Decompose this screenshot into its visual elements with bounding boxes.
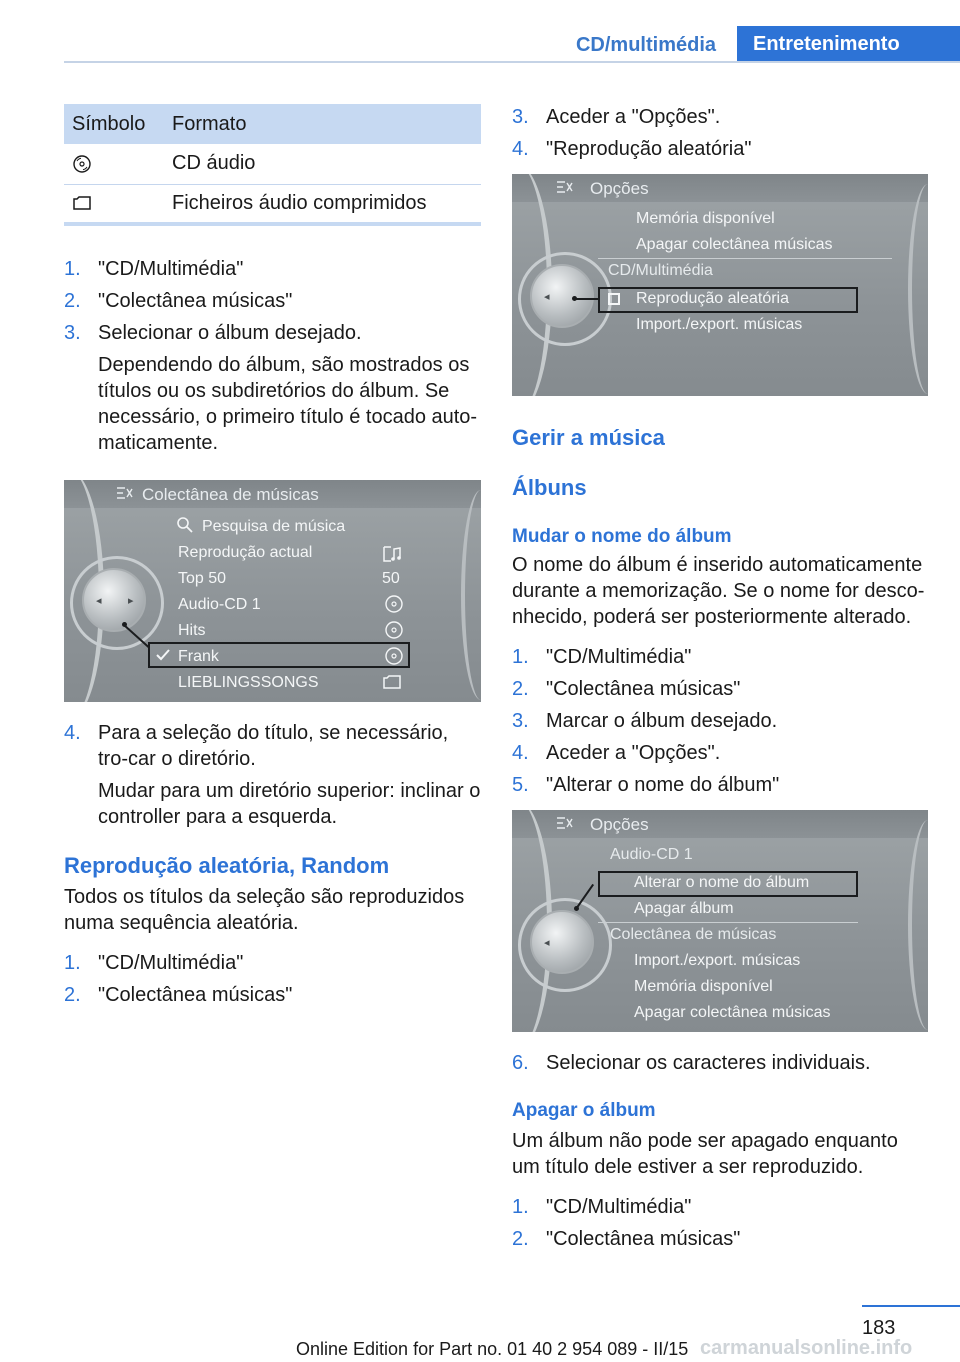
cd-icon bbox=[384, 594, 404, 614]
checkbox-icon bbox=[608, 293, 620, 305]
screen-title: Opções bbox=[590, 815, 649, 834]
rename-description: O nome do álbum é inserido automaticamente durante a memorização. Se o nome for desco‐nhecido, poderá ser posteriormente alterado. bbox=[512, 554, 925, 628]
list-item: 2. "Colectânea músicas" bbox=[64, 984, 293, 1006]
folder-icon bbox=[382, 672, 402, 692]
table-row bbox=[64, 184, 481, 224]
menu-item: Import./export. músicas bbox=[634, 952, 801, 969]
list-item: 4. Para a seleção do título, se necessário, tro‐car o diretório. Mudar para um diretório superior: inclinar o controller para a esquerda. bbox=[64, 722, 481, 828]
menu-group-label: CD/Multimédia bbox=[608, 262, 713, 279]
menu-group-label: Audio-CD 1 bbox=[610, 846, 693, 863]
table-row bbox=[64, 144, 481, 184]
callout-line bbox=[574, 298, 600, 300]
steps-characters bbox=[512, 1050, 928, 1076]
steps-directory bbox=[64, 720, 481, 830]
now-playing-icon bbox=[382, 544, 402, 564]
list-item: 2. "Colectânea músicas" bbox=[512, 678, 741, 700]
step-note: Dependendo do álbum, são mostrados os títulos ou os subdiretórios do álbum. Se necessário, o primeiro título é tocado auto‐maticamente. bbox=[98, 354, 478, 454]
menu-item: Pesquisa de música bbox=[202, 518, 346, 535]
steps-browse bbox=[64, 256, 481, 456]
list-item: 1. "CD/Multimédia" bbox=[512, 646, 692, 668]
cd-icon bbox=[384, 646, 404, 666]
header-chapter: Entretenimento bbox=[737, 26, 960, 62]
menu-item: Audio-CD 1 bbox=[178, 596, 261, 613]
menu-item: Apagar colectânea músicas bbox=[636, 236, 833, 253]
random-description: Todos os títulos da seleção são reproduzidos numa sequência aleatória. bbox=[64, 886, 465, 934]
col-symbol: Símbolo bbox=[64, 104, 172, 144]
steps-options bbox=[512, 104, 928, 162]
list-item: 1. "CD/Multimédia" bbox=[64, 952, 244, 974]
menu-item: Top 50 bbox=[178, 570, 227, 587]
options-menu-icon bbox=[556, 180, 574, 194]
menu-item-selected: Alterar o nome do álbum bbox=[634, 874, 810, 891]
list-item: 2. "Colectânea músicas" bbox=[512, 1228, 741, 1250]
header-rule bbox=[64, 61, 960, 63]
options-menu-icon bbox=[116, 486, 134, 500]
right-column bbox=[512, 104, 928, 1258]
cd-icon bbox=[72, 154, 92, 174]
list-item: 2. "Colectânea músicas" bbox=[64, 290, 293, 312]
menu-item: LIEBLINGSSONGS bbox=[178, 674, 319, 691]
symbol-table bbox=[64, 104, 481, 226]
subheading-rename: Mudar o nome do álbum bbox=[512, 526, 732, 547]
watermark: carmanualsonline.info bbox=[700, 1337, 913, 1359]
menu-item: Apagar colectânea músicas bbox=[634, 1004, 831, 1021]
cd-icon bbox=[384, 620, 404, 640]
col-format: Formato bbox=[172, 104, 481, 144]
left-column bbox=[64, 104, 481, 1014]
screen-title: Colectânea de músicas bbox=[142, 485, 319, 504]
search-icon bbox=[176, 516, 194, 534]
idrive-screen-options-random bbox=[512, 174, 928, 396]
step-note: Mudar para um diretório superior: inclinar o controller para a esquerda. bbox=[98, 780, 481, 828]
checkmark-icon bbox=[156, 648, 170, 662]
controller-knob: ◂ ▸ bbox=[82, 568, 146, 632]
menu-item: Memória disponível bbox=[636, 210, 775, 227]
subheading-delete: Apagar o álbum bbox=[512, 1100, 656, 1121]
list-item: 1. "CD/Multimédia" bbox=[512, 1196, 692, 1218]
edition-note: Online Edition for Part no. 01 40 2 954 089 - II/15 bbox=[296, 1339, 689, 1359]
list-item: 5. "Alterar o nome do álbum" bbox=[512, 774, 780, 796]
format-compressed: Ficheiros áudio comprimidos bbox=[172, 184, 481, 224]
format-cd: CD áudio bbox=[172, 144, 481, 184]
list-item: 3. Marcar o álbum desejado. bbox=[512, 710, 778, 732]
list-item: 3. Selecionar o álbum desejado. Dependendo do álbum, são mostrados os títulos ou os subdiretórios do álbum. Se necessário, o primeiro título é tocado auto‐maticamente. bbox=[64, 320, 481, 456]
list-item: 4. Aceder a "Opções". bbox=[512, 742, 721, 764]
menu-item-selected: Frank bbox=[178, 648, 219, 665]
menu-item: Memória disponível bbox=[634, 978, 773, 995]
controller-knob: ◂ bbox=[530, 264, 594, 328]
idrive-screen-collection bbox=[64, 480, 481, 702]
steps-rename bbox=[512, 644, 928, 798]
folder-icon bbox=[72, 193, 92, 213]
section-heading-albums: Álbuns bbox=[512, 475, 587, 500]
menu-group-label: Colectânea de músicas bbox=[610, 926, 777, 943]
menu-item: Reprodução actual bbox=[178, 544, 313, 561]
page-number: 183 bbox=[862, 1317, 896, 1339]
list-item: 1. "CD/Multimédia" bbox=[64, 258, 244, 280]
menu-item: Import./export. músicas bbox=[636, 316, 803, 333]
footer-rule bbox=[862, 1305, 960, 1307]
section-heading-random: Reprodução aleatória, Random bbox=[64, 853, 390, 878]
menu-item-selected: Reprodução aleatória bbox=[636, 290, 789, 307]
steps-delete bbox=[512, 1194, 928, 1252]
symbol-table-header bbox=[64, 104, 481, 144]
menu-item: Apagar álbum bbox=[634, 900, 734, 917]
options-menu-icon bbox=[556, 816, 574, 830]
list-item: 4. "Reprodução aleatória" bbox=[512, 138, 752, 160]
section-heading-manage: Gerir a música bbox=[512, 425, 665, 450]
list-item: 6. Selecionar os caracteres individuais. bbox=[512, 1052, 871, 1074]
header-category: CD/multimédia bbox=[575, 34, 717, 56]
top50-value: 50 bbox=[382, 570, 400, 587]
delete-description: Um álbum não pode ser apagado enquanto um título dele estiver a ser reproduzido. bbox=[512, 1130, 898, 1178]
menu-item: Hits bbox=[178, 622, 206, 639]
idrive-screen-options-rename bbox=[512, 810, 928, 1032]
controller-knob: ◂ bbox=[530, 910, 594, 974]
steps-random bbox=[64, 950, 481, 1008]
screen-title: Opções bbox=[590, 179, 649, 198]
list-item: 3. Aceder a "Opções". bbox=[512, 106, 721, 128]
